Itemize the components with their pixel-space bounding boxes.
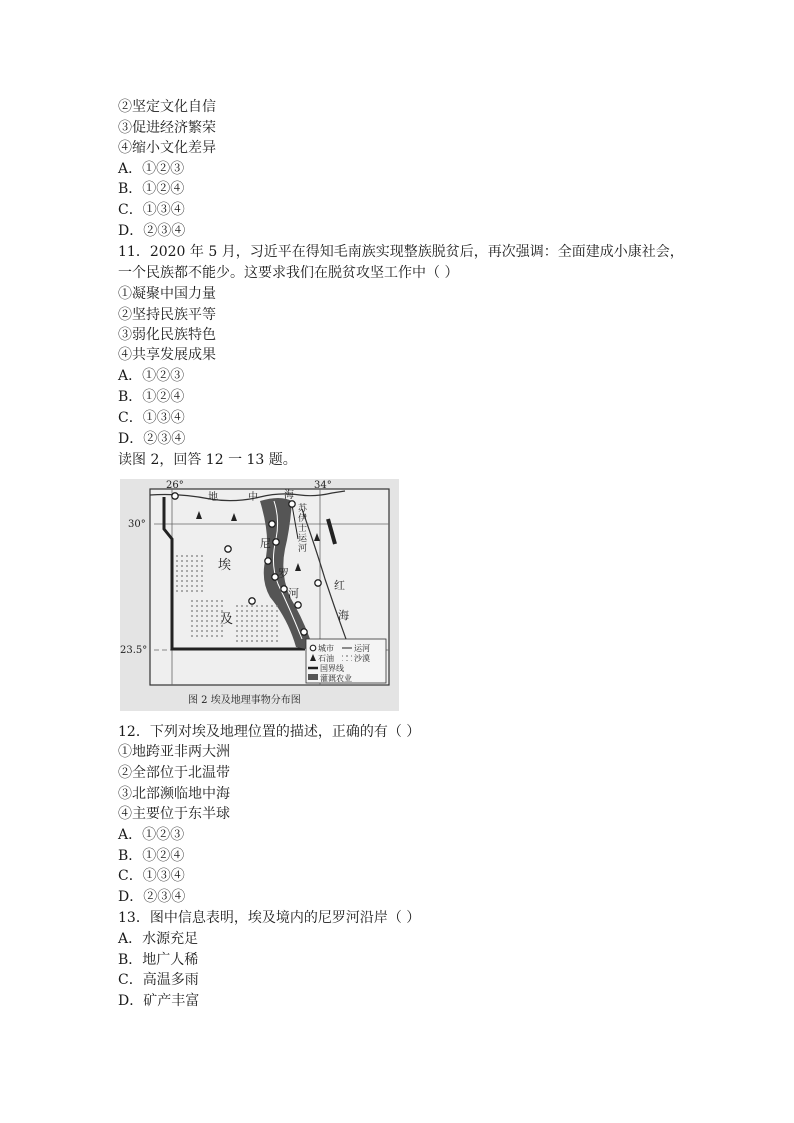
- text-line: ①凝聚中国力量: [118, 286, 216, 302]
- canal-label: 运: [298, 534, 308, 544]
- text-line: 11．2020 年 5 月，习近平在得知毛南族实现整族脱贫后，再次强调：全面建成小康社会，: [118, 244, 684, 260]
- city-marker: [295, 602, 301, 608]
- red-sea-label: 红: [334, 579, 345, 592]
- sea-label: 地: [208, 492, 218, 503]
- city-marker: [273, 539, 279, 545]
- city-marker: [269, 521, 275, 527]
- desert-area: [235, 604, 280, 644]
- text-line: D．②③④: [118, 223, 186, 239]
- country-label: 及: [220, 612, 234, 627]
- text-line: A．水源充足: [118, 931, 199, 947]
- lon-label-26: 26°: [166, 480, 184, 491]
- map-legend: [306, 639, 386, 683]
- canal-label: 苏: [298, 504, 308, 514]
- egypt-map: [120, 479, 399, 711]
- text-line: 一个民族都不能少。这要求我们在脱贫攻坚工作中（ ）: [118, 265, 459, 281]
- egypt-map-figure: [120, 479, 399, 711]
- legend-canal: 运河: [354, 644, 370, 653]
- legend-irrigation: 灌溉农业: [320, 674, 352, 683]
- city-marker: [315, 580, 321, 586]
- text-line: ④共享发展成果: [118, 347, 216, 363]
- text-line: ①地跨亚非两大洲: [118, 744, 230, 760]
- text-line: C．①③④: [118, 868, 185, 884]
- red-sea-label: 海: [338, 609, 349, 622]
- text-line: C．高温多雨: [118, 972, 199, 988]
- city-marker: [281, 586, 287, 592]
- river-label: 河: [288, 587, 299, 600]
- text-line: A．①②③: [118, 368, 185, 384]
- sea-label: 中: [248, 492, 258, 503]
- text-line: 12．下列对埃及地理位置的描述，正确的有（ ）: [118, 724, 421, 740]
- lon-label-34: 34°: [314, 480, 332, 491]
- text-line: ③促进经济繁荣: [118, 120, 216, 136]
- country-label: 埃: [218, 558, 232, 573]
- legend-irrigation-icon: [308, 674, 318, 680]
- text-line: 13．图中信息表明，埃及境内的尼罗河沿岸（ ）: [118, 910, 421, 926]
- city-marker: [301, 629, 307, 635]
- sea-label: 海: [284, 490, 294, 501]
- map-caption: 图 2 埃及地理事物分布图: [188, 695, 301, 706]
- text-line: ③北部濒临地中海: [118, 786, 230, 802]
- lat-label-30: 30°: [128, 519, 146, 530]
- legend-desert: 沙漠: [354, 654, 370, 663]
- text-line: B．①②④: [118, 181, 185, 197]
- river-label: 尼: [260, 537, 271, 550]
- text-line: ④缩小文化差异: [118, 140, 216, 156]
- text-line: ④主要位于东半球: [118, 806, 230, 822]
- canal-label: 士: [298, 524, 308, 534]
- legend-oil: 石油: [318, 654, 334, 663]
- text-line: B．①②④: [118, 848, 185, 864]
- text-line: D．②③④: [118, 431, 186, 447]
- city-marker: [225, 546, 231, 552]
- desert-area: [175, 554, 203, 594]
- text-line: ②坚定文化自信: [118, 99, 216, 115]
- text-line: A．①②③: [118, 827, 185, 843]
- text-line: ②全部位于北温带: [118, 765, 230, 781]
- text-line: A．①②③: [118, 161, 185, 177]
- text-line: C．①③④: [118, 410, 185, 426]
- desert-area: [188, 599, 224, 639]
- text-line: B．地广人稀: [118, 952, 199, 968]
- legend-desert-icon: [342, 655, 352, 661]
- city-marker: [172, 493, 178, 499]
- city-marker: [265, 558, 271, 564]
- legend-city-icon: [310, 645, 316, 651]
- text-line: C．①③④: [118, 202, 185, 218]
- river-label: 罗: [278, 567, 289, 580]
- text-line: B．①②④: [118, 389, 185, 405]
- text-line: ②坚持民族平等: [118, 307, 216, 323]
- text-line: D．矿产丰富: [118, 993, 200, 1009]
- city-marker: [249, 598, 255, 604]
- text-line: ③弱化民族特色: [118, 327, 216, 343]
- canal-label: 河: [298, 544, 308, 554]
- text-line: D．②③④: [118, 889, 186, 905]
- canal-label: 伊: [298, 514, 308, 524]
- legend-city: 城市: [318, 644, 334, 653]
- text-line: 读图 2，回答 12 一 13 题。: [118, 452, 297, 468]
- city-marker: [289, 501, 295, 507]
- lat-label-23-5: 23.5°: [120, 645, 148, 656]
- legend-border: 国界线: [320, 664, 344, 673]
